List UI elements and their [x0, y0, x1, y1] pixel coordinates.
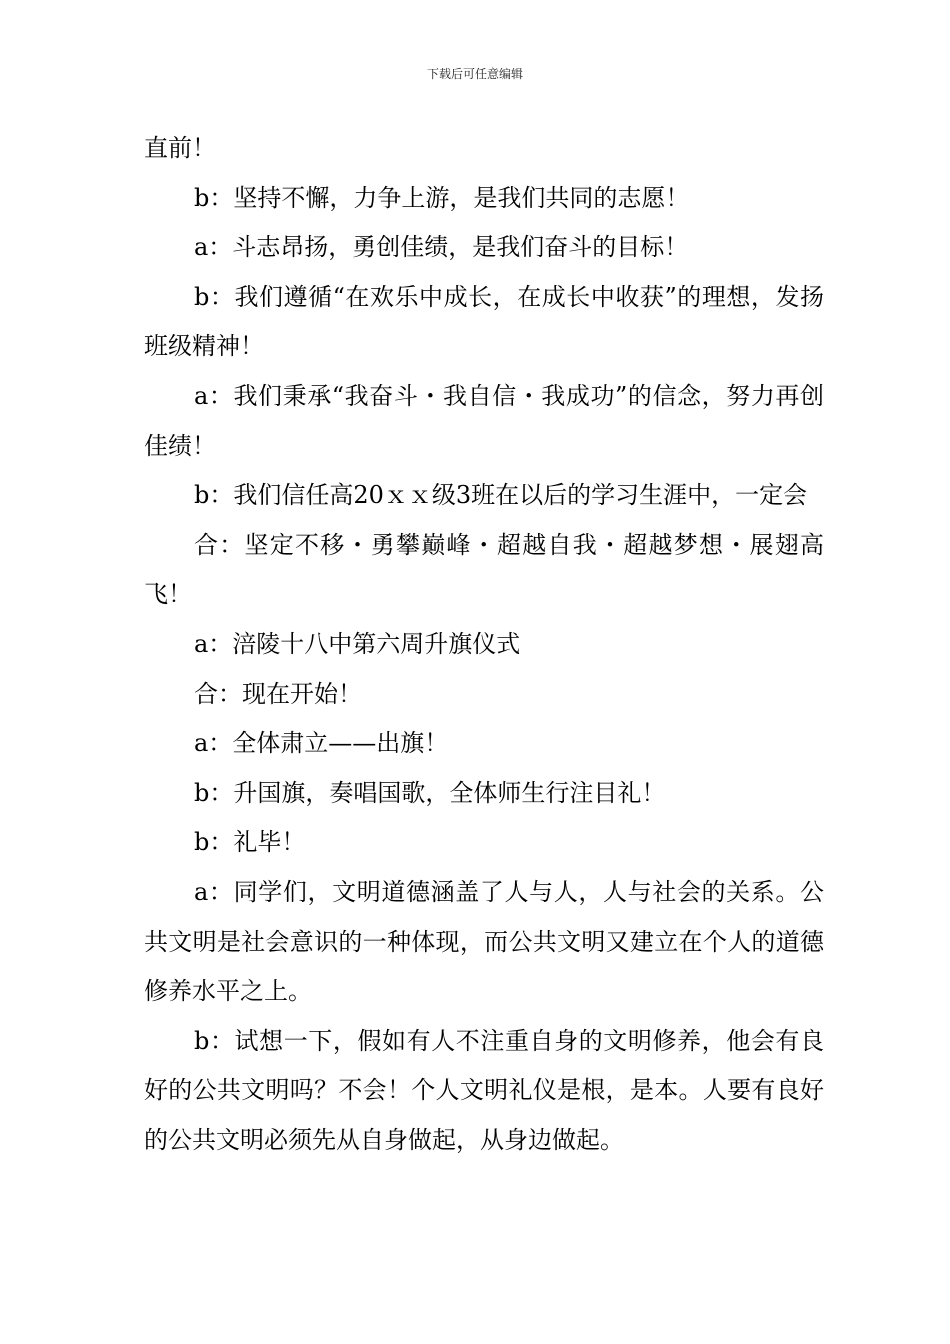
paragraph-13: a：同学们，文明道德涵盖了人与人，人与社会的关系。公共文明是社会意识的一种体现，而公共文明又建立在个人的道德修养水平之上。	[144, 877, 824, 1006]
paragraph-4: b：我们遵循“在欢乐中成长，在成长中收获”的理想，发扬班级精神！	[144, 282, 824, 361]
paragraph-11: b：升国旗，奏唱国歌，全体师生行注目礼！	[194, 778, 666, 807]
paragraph-6: b：我们信任高20ｘｘ级3班在以后的学习生涯中，一定会	[194, 481, 808, 510]
paragraph-12: b：礼毕！	[194, 828, 306, 857]
paragraph-10: a：全体肃立——出旗！	[194, 729, 449, 758]
document-body	[144, 124, 824, 1165]
paragraph-8: a：涪陵十八中第六周升旗仪式	[194, 629, 521, 658]
paragraph-9: 合：现在开始！	[194, 679, 362, 708]
paragraph-3: a：斗志昂扬，勇创佳绩，是我们奋斗的目标！	[194, 233, 689, 262]
paragraph-1: 直前！	[144, 134, 216, 162]
paragraph-5: a：我们秉承“我奋斗・我自信・我成功”的信念，努力再创佳绩！	[144, 381, 824, 460]
paragraph-14: b：试想一下，假如有人不注重自身的文明修养，他会有良好的公共文明吗？不会！个人文明礼仪是根，是本。人要有良好的公共文明必须先从自身做起，从身边做起。	[144, 1026, 824, 1154]
paragraph-7: 合：坚定不移・勇攀巅峰・超越自我・超越梦想・展翅高飞！	[144, 530, 824, 609]
paragraph-2: b：坚持不懈，力争上游，是我们共同的志愿！	[194, 183, 690, 212]
page-header: 下载后可任意编辑	[426, 67, 523, 81]
